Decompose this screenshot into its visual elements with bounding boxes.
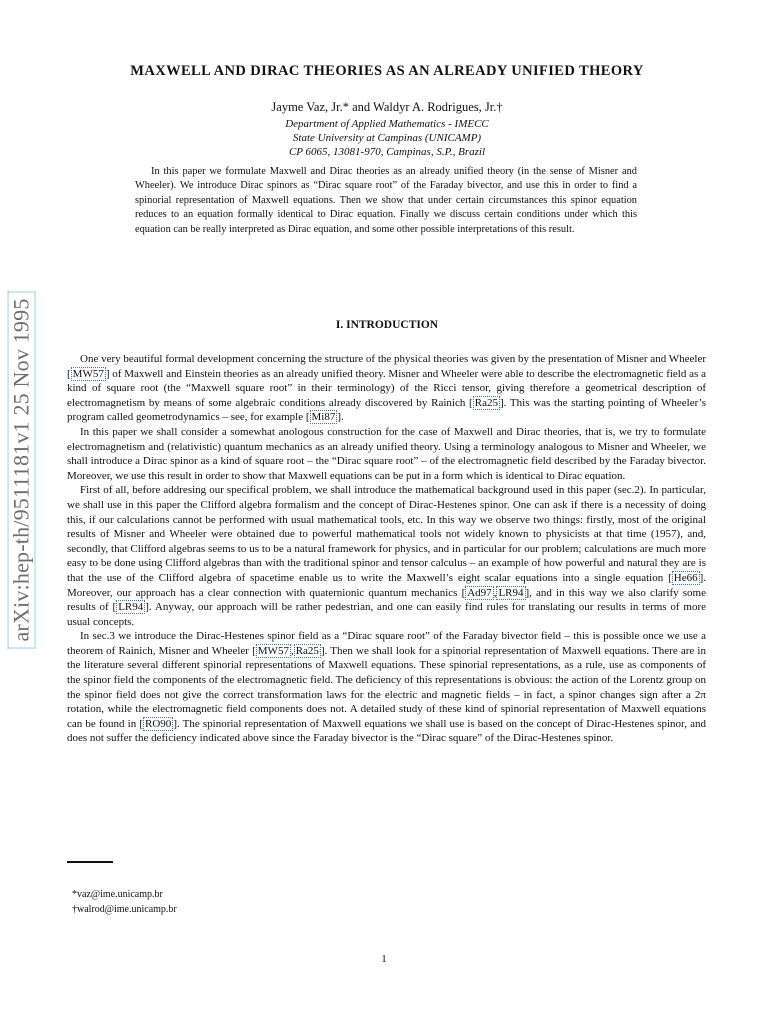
citation-link-mw57[interactable]: MW57 [72, 367, 104, 380]
paper-title: MAXWELL AND DIRAC THEORIES AS AN ALREADY UNIFIED THEORY [130, 63, 644, 79]
paragraph-3: First of all, before addresing our specifical problem, we shall introduce the mathematical background used in this paper (sec.2). In particular, we shall use in this paper the Clifford algebra formalism and the concept of Dirac-Hestenes spinor. One can ask if there is a necessity of doing this, if our calculations cannot be performed with usual mathematical tools, etc. In this way we observe two things: firstly, most of the original results of Misner and Wheeler were obtained due to powerful mathematical tools not widely known to physicists at that time (1957), and, secondly, that Clifford algebras seems to us to be a natural framework for physics, and in particular for our problem; calculations are much more easy to be done using Clifford algebras than with the traditional spinor and tensor calculus – an example of how powerful and natural they are is that the use of the Clifford algebra of spacetime enable us to write the Maxwell’s eight scalar equations into a single equation [ He66 ]. Moreover, our approach has a clear connection with quaternionic quantum mechanics [ Ad97 , LR94 ], and in this way we also clarify some results of [ LR94 ]. Anyway, our approach will be rather pedestrian, and one can easily find rules for translating our results in terms of more usual concepts. [67, 484, 706, 628]
citation-link-mw57-second[interactable]: MW57 [257, 644, 289, 657]
arxiv-identifier-stamp[interactable] [4, 265, 40, 675]
footnote-2: †walrod@ime.unicamp.br [72, 904, 177, 915]
affiliation-line-2: State University at Campinas (UNICAMP) [292, 132, 482, 144]
footnote-divider [67, 861, 113, 863]
footnote-1: *vaz@ime.unicamp.br [72, 889, 163, 900]
paper-authors: Jayme Vaz, Jr.* and Waldyr A. Rodrigues, Jr.† [271, 100, 503, 114]
citation-link-mi87[interactable]: Mi87 [311, 411, 336, 424]
abstract: In this paper we formulate Maxwell and Dirac theories as an already unified theory (in the sense of Misner and Wheeler). We introduce Dirac spinors as “Dirac square root” of the Faraday bivector, and use this in order to find a spinorial representation of Maxwell equations. Then we show that under certain circumstances this spinor equation reduces to an equation formally identical to Dirac equation. Finally we discuss certain conditions under which this equation can be really interpreted as Dirac equation, and some other possible interpretations of this result. [135, 166, 637, 235]
affiliation-line-3: CP 6065, 13081-970, Campinas, S.P., Brazil [288, 146, 486, 158]
body-text [67, 352, 706, 746]
section-heading: I. INTRODUCTION [335, 319, 439, 331]
page-number: 1 [381, 953, 387, 965]
citation-link-ra25-second[interactable]: Ra25 [295, 644, 319, 657]
citation-link-lr94-second[interactable]: LR94 [118, 601, 144, 614]
paragraph-4: In sec.3 we introduce the Dirac-Hestenes spinor field as a “Dirac square root” of the Faraday bivector field – this is possible once we use a theorem of Rainich, Misner and Wheeler [ MW57 , Ra25 ]. Then we shall look for a spinorial representation of Maxwell equations. There are in the literature several different spinorial representations of Maxwell equations. These spinorial representations, as a rule, use as components of the spinor field the components of the electromagnetic field. The deficiency of this representations is obvious: the action of the Lorentz group on the spinor field does not give the correct transformation laws for the electric and magnetic fields – in fact, a spinor changes sign after a 2π rotation, while the electromagnetic field components does not. A detailed study of these kind of spinorial representation of Maxwell equations can be found in [ RO90 ]. The spinorial representation of Maxwell equations we shall use is based on the concept of Dirac-Hestenes spinor, and does not suffer the deficiency indicated above since the Faraday bivector is the “Dirac square” of the Dirac-Hestenes spinor. [67, 630, 707, 745]
citation-link-ad97[interactable]: Ad97 [467, 586, 492, 599]
arxiv-identifier-text[interactable]: arXiv:hep-th/9511181v1 25 Nov 1995 [8, 291, 36, 648]
citation-link-ro90[interactable]: RO90 [145, 717, 172, 730]
citation-link-lr94[interactable]: LR94 [498, 586, 524, 599]
paragraph-1: One very beautiful formal development concerning the structure of the physical theories was given by the presentation of Misner and Wheeler [ MW57 ] of Maxwell and Einstein theories as an already unified theory. Misner and Wheeler were able to describe the electromagnetic field as a kind of square root (the “Maxwell square root” in their terminology) of the Ricci tensor, giving therefore a geometrical description of electromagnetism by means of some algebraic conditions already discovered by Rainich [ Ra25 ]. This was the starting pointing of Wheeler’s program called geometrodynamics – see, for example [ Mi87 ]. [67, 353, 707, 424]
affiliation-line-1: Department of Applied Mathematics - IMECC [285, 118, 489, 130]
citation-link-ra25[interactable]: Ra25 [474, 396, 498, 409]
paragraph-2: In this paper we shall consider a somewhat anologous construction for the case of Maxwell and Dirac theories, that is, we try to formulate electromagnetism and (relativistic) quantum mechanics as an already unified theory. Using a terminology analogous to Misner and Wheeler, we shall introduce a Dirac spinor as a kind of square root – the “Dirac square root” – of the electromagnetic field described by the Faraday bivector. Moreover, we use this result in order to show that Maxwell equations can be put in a form which is identical to Dirac equation. [67, 425, 706, 482]
citation-link-he66[interactable]: He66 [673, 571, 698, 584]
